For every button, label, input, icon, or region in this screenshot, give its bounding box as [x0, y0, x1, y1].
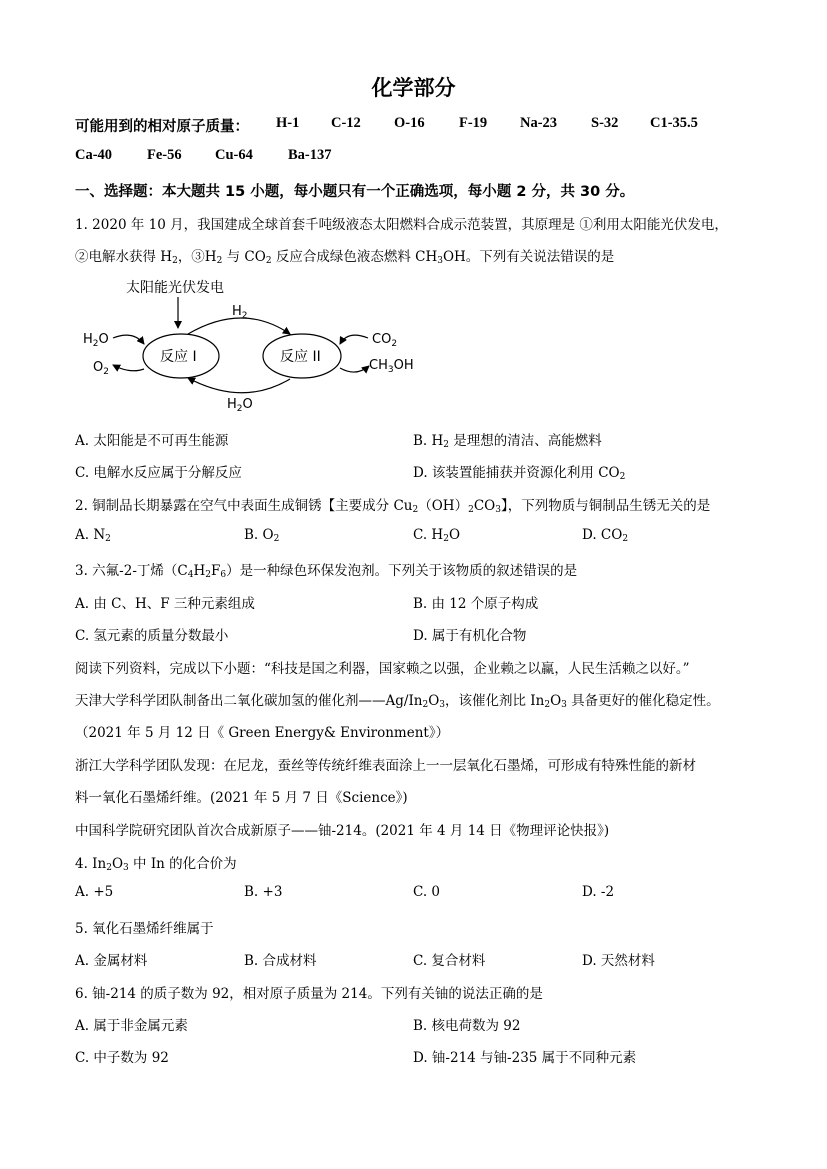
question-4-option-b: B. +3 — [244, 884, 283, 900]
question-4-option-c: C. 0 — [413, 884, 441, 900]
page-title: 化学部分 — [371, 76, 456, 100]
co2-in-arrow — [340, 335, 368, 344]
reading-line-6: 中国科学院研究团队首次合成新原子——铀-214。(2021 年 4 月 14 日《物理评论快报》) — [75, 823, 610, 839]
question-4-option-a: A. +5 — [75, 884, 114, 900]
question-2-option-a: A. $N_2$ — [75, 527, 111, 544]
reaction-2-label: 反应 II — [280, 349, 321, 365]
question-2-option-d: D. $CO_2$ — [582, 527, 629, 544]
reading-line-2: 天津大学科学团队制备出二氧化碳加氢的催化剂$——Ag/In_2O_3$，该催化剂比 $In_2O_3$ 具备更好的催化稳定性。 — [75, 693, 720, 710]
question-3-option-a: A. 由 C、H、F 三种元素组成 — [75, 596, 255, 612]
ch3oh-label: $CH_3OH$ — [369, 358, 414, 375]
reading-line-3: （2021 年 5 月 12 日《 Green Energy& Environment》） — [75, 725, 450, 741]
question-5-option-b: B. 合成材料 — [244, 953, 317, 969]
atomic-mass-item: C1-35.5 — [650, 115, 698, 131]
atomic-mass-item: O-16 — [394, 115, 425, 131]
atomic-mass-item: Fe-56 — [147, 147, 182, 163]
question-3-option-c: C. 氢元素的质量分数最小 — [75, 628, 229, 644]
h2-label: $H_2$ — [232, 304, 248, 321]
question-1-option-c: C. 电解水反应属于分解反应 — [75, 465, 242, 481]
question-6-option-c: C. 中子数为 92 — [75, 1050, 169, 1066]
question-3-stem: 3. 六氟-2-丁烯$(C_4H_2F_6)$是一种绿色环保发泡剂。下列关于该物质的叙述错误的是 — [75, 563, 578, 580]
h2o-in-arrow — [113, 335, 144, 344]
atomic-mass-item: C-12 — [331, 115, 361, 131]
question-3-option-b: B. 由 12 个原子构成 — [413, 596, 539, 612]
reading-line-5: 料一氧化石墨烯纤维。(2021 年 5 月 7 日《Science》) — [75, 790, 408, 806]
ch3oh-out-arrow — [340, 366, 369, 372]
question-5-option-a: A. 金属材料 — [75, 953, 148, 969]
solar-label: 太阳能光伏发电 — [126, 280, 224, 296]
h2o-return-arrow — [188, 378, 290, 393]
h2o-bottom-label: $H_2O$ — [227, 397, 253, 414]
reading-line-4: 浙江大学科学团队发现：在尼龙，蚕丝等传统纤维表面涂上一一层氧化石墨烯，可形成有特殊性能的新材 — [75, 758, 696, 774]
reading-line-1: 阅读下列资料，完成以下小题：“科技是国之利器，国家赖之以强，企业赖之以赢，人民生活赖之以好。” — [75, 661, 690, 677]
question-5-option-d: D. 天然材料 — [582, 953, 655, 969]
question-2-stem: 2. 铜制品长期暴露在空气中表面生成铜锈【主要成分 $Cu_2(OH)_2CO_3$】，下列物质与铜制品生锈无关的是 — [75, 498, 711, 515]
question-6-option-a: A. 属于非金属元素 — [75, 1018, 188, 1034]
h2-arrow — [188, 318, 290, 334]
question-2-option-c: C. $H_2O$ — [413, 527, 461, 544]
question-4-stem: 4. $In_2O_3$ 中 In 的化合价为 — [75, 856, 237, 873]
o2-out-arrow — [113, 365, 144, 371]
question-1-option-a: A. 太阳能是不可再生能源 — [75, 433, 229, 449]
question-5-option-c: C. 复合材料 — [413, 953, 486, 969]
atomic-mass-item: Cu-64 — [215, 147, 253, 163]
question-1-option-b: B. $H_2$ 是理想的清洁、高能燃料 — [413, 433, 602, 450]
o2-label: $O_2$ — [93, 360, 109, 377]
atomic-mass-item: S-32 — [591, 115, 619, 131]
atomic-mass-item: Na-23 — [520, 115, 558, 131]
question-1-option-d: D. 该装置能捕获并资源化利用 $CO_2$ — [413, 465, 626, 482]
atomic-mass-item: F-19 — [459, 115, 488, 131]
atomic-mass-item: H-1 — [276, 115, 300, 131]
question-6-option-b: B. 核电荷数为 92 — [413, 1018, 521, 1034]
question-6-option-d: D. 铀-214 与铀-235 属于不同种元素 — [413, 1050, 637, 1066]
question-3-option-d: D. 属于有机化合物 — [413, 628, 527, 644]
reaction-1-label: 反应 I — [160, 349, 197, 365]
co2-label: $CO_2$ — [372, 332, 398, 349]
question-6-stem: 6. 铀-214 的质子数为 92，相对原子质量为 214。下列有关铀的说法正确的是 — [75, 986, 543, 1002]
h2o-left-label: $H_2O$ — [83, 332, 109, 349]
question-2-option-b: B. $O_2$ — [244, 527, 280, 544]
reaction-diagram — [78, 272, 428, 417]
question-4-option-d: D. -2 — [582, 884, 615, 900]
question-1-stem-line2: ②电解水获得 $H_2$，$③H_2$ 与 $CO_2$ 反应合成绿色液态燃料 $CH_3OH$。下列有关说法错误的是 — [75, 249, 615, 266]
question-1-stem-line1: 1. 2020 年 10 月，我国建成全球首套千吨级液态太阳燃料合成示范装置，其原理是 ①利用太阳能光伏发电， — [75, 217, 728, 233]
atomic-mass-item: Ca-40 — [75, 147, 113, 163]
section-heading: 一、选择题：本大题共 15 小题，每小题只有一个正确选项，每小题 2 分，共 30 分。 — [75, 184, 635, 200]
atomic-mass-item: Ba-137 — [288, 147, 332, 163]
question-5-stem: 5. 氧化石墨烯纤维属于 — [75, 921, 214, 937]
atomic-mass-label: 可能用到的相对原子质量： — [75, 119, 249, 135]
